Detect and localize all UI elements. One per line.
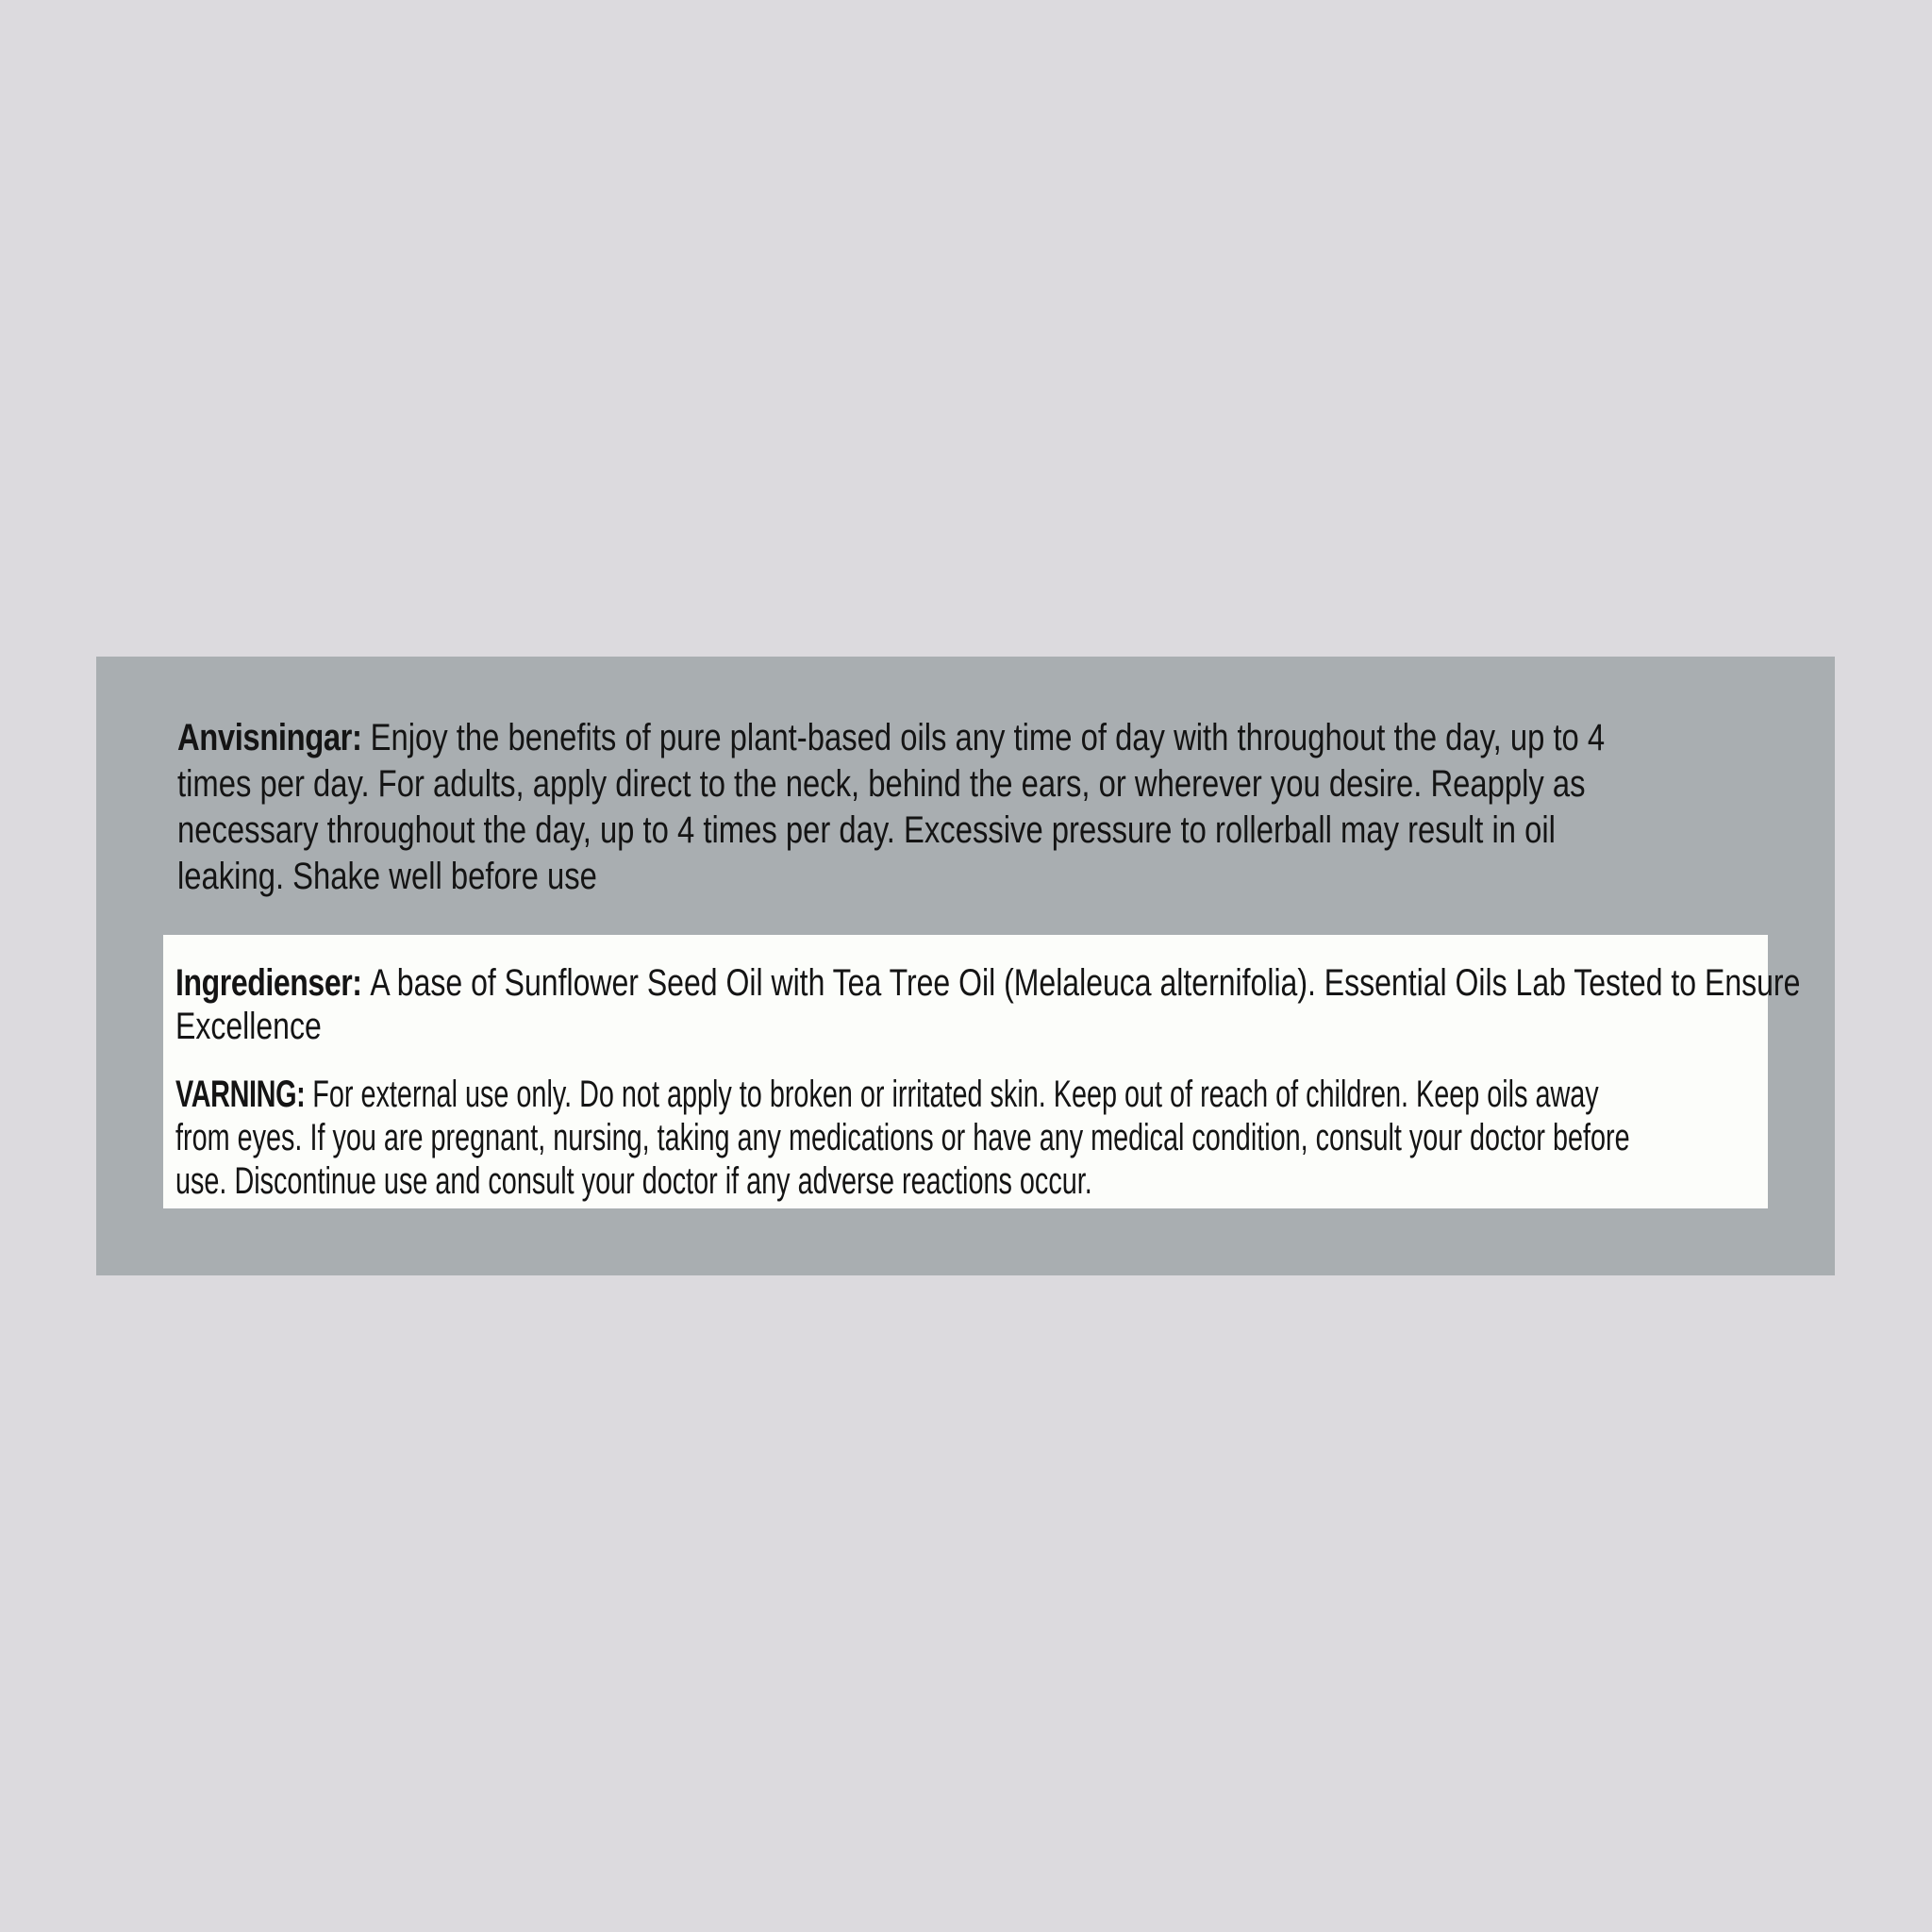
ingredients-text: A base of Sunflower Seed Oil with Tea Tree Oil (Melaleuca alternifolia). Essential Oils Lab Tested to Ensure [370, 962, 1801, 1004]
ingredients-line: Excellence [175, 1006, 322, 1047]
warning-line: use. Discontinue use and consult your doctor if any adverse reactions occur. [175, 1160, 1092, 1202]
ingredients-paragraph [175, 961, 1801, 1048]
ingredients-line [175, 961, 1801, 1005]
directions-line [177, 715, 1605, 761]
ingredients-label: Ingredienser: [175, 962, 362, 1004]
directions-paragraph [177, 715, 1605, 900]
warning-text: For external use only. Do not apply to broken or irritated skin. Keep out of reach of children. Keep oils away [312, 1074, 1599, 1115]
directions-label: Anvisningar: [177, 717, 362, 758]
warning-line: from eyes. If you are pregnant, nursing, taking any medications or have any medical condition, consult your doctor before [175, 1117, 1630, 1158]
directions-text: Enjoy the benefits of pure plant-based oils any time of day with throughout the day, up to 4 [370, 717, 1606, 758]
card-inner [163, 935, 1801, 1203]
warning-label: VARNING: [175, 1074, 306, 1115]
label-panel [96, 657, 1835, 1275]
directions-line: necessary throughout the day, up to 4 times per day. Excessive pressure to rollerball may result in oil [177, 809, 1556, 851]
directions-line: times per day. For adults, apply direct to the neck, behind the ears, or wherever you desire. Reapply as [177, 763, 1586, 805]
directions-line: leaking. Shake well before use [177, 856, 597, 897]
warning-line [175, 1073, 1599, 1116]
warning-paragraph [175, 1073, 1630, 1203]
ingredients-warning-card [163, 935, 1801, 1208]
